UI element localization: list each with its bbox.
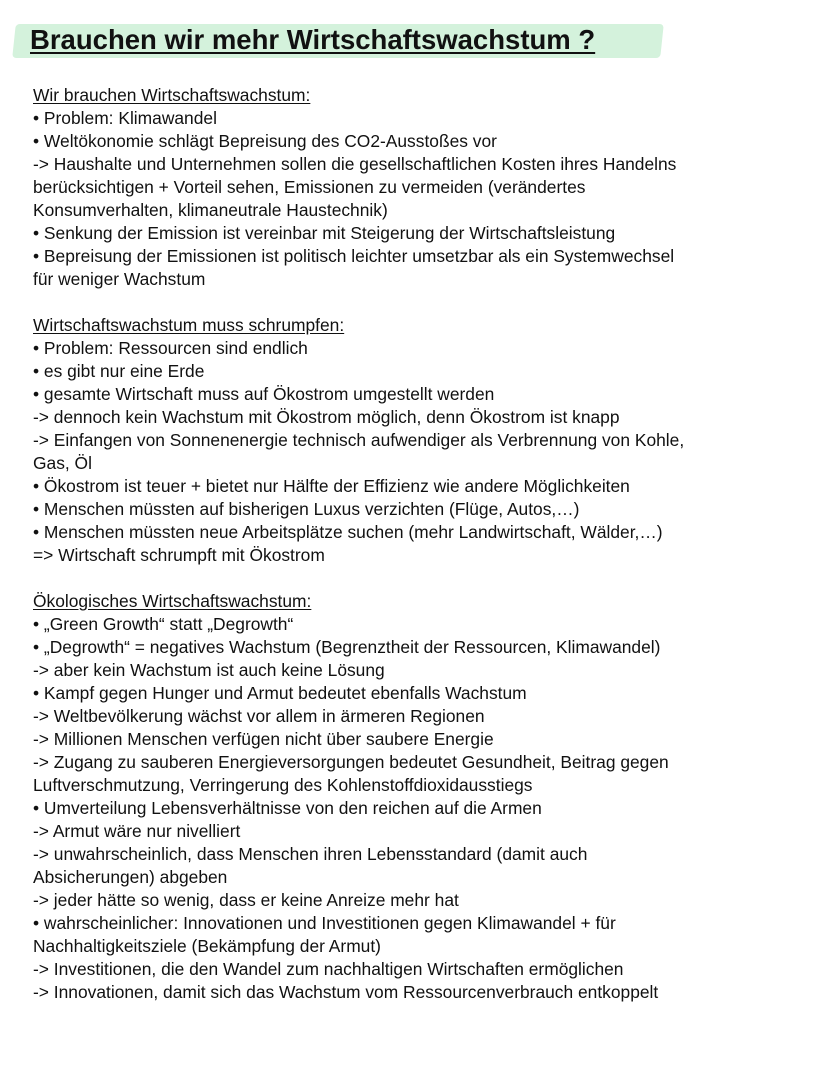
text-line: => Wirtschaft schrumpft mit Ökostrom [33,545,325,565]
document-body [33,84,813,1027]
text-line: • Menschen müssten auf bisherigen Luxus verzichten (Flüge, Autos,…) [33,499,580,519]
title-block [14,18,674,66]
text-line: • Ökostrom ist teuer + bietet nur Hälfte der Effizienz wie andere Möglichkeiten [33,476,630,496]
text-line: berücksichtigen + Vorteil sehen, Emissionen zu vermeiden (verändertes [33,177,586,197]
text-line: für weniger Wachstum [33,269,206,289]
text-line: • Weltökonomie schlägt Bepreisung des CO2-Ausstoßes vor [33,131,497,151]
text-line: • Umverteilung Lebensverhältnisse von den reichen auf die Armen [33,798,542,818]
text-line: • Problem: Ressourcen sind endlich [33,338,308,358]
text-line: -> aber kein Wachstum ist auch keine Lösung [33,660,385,680]
text-line: • es gibt nur eine Erde [33,361,205,381]
text-line: Absicherungen) abgeben [33,867,228,887]
text-line: • Menschen müssten neue Arbeitsplätze suchen (mehr Landwirtschaft, Wälder,…) [33,522,663,542]
text-line: • Kampf gegen Hunger und Armut bedeutet ebenfalls Wachstum [33,683,527,703]
text-line: • wahrscheinlicher: Innovationen und Investitionen gegen Klimawandel + für [33,913,616,933]
text-line: -> unwahrscheinlich, dass Menschen ihren Lebensstandard (damit auch [33,844,588,864]
text-line: Gas, Öl [33,453,92,473]
text-line: -> Armut wäre nur nivelliert [33,821,241,841]
text-line: -> Investitionen, die den Wandel zum nachhaltigen Wirtschaften ermöglichen [33,959,624,979]
section-heading: Wir brauchen Wirtschaftswachstum: [33,85,311,105]
text-line: • Bepreisung der Emissionen ist politisch leichter umsetzbar als ein Systemwechsel [33,246,675,266]
section-pro-growth [33,84,813,291]
text-line: Luftverschmutzung, Verringerung des Kohlenstoffdioxidausstiegs [33,775,533,795]
section-lines [33,107,813,291]
text-line: -> Millionen Menschen verfügen nicht über saubere Energie [33,729,494,749]
text-line: -> dennoch kein Wachstum mit Ökostrom möglich, denn Ökostrom ist knapp [33,407,620,427]
section-lines [33,613,813,1004]
text-line: -> jeder hätte so wenig, dass er keine Anreize mehr hat [33,890,459,910]
text-line: Konsumverhalten, klimaneutrale Haustechnik) [33,200,388,220]
text-line: -> Innovationen, damit sich das Wachstum vom Ressourcenverbrauch entkoppelt [33,982,659,1002]
text-line: -> Haushalte und Unternehmen sollen die gesellschaftlichen Kosten ihres Handelns [33,154,677,174]
text-line: • „Green Growth“ statt „Degrowth“ [33,614,294,634]
section-heading: Ökologisches Wirtschaftswachstum: [33,591,312,611]
section-degrowth [33,314,813,567]
text-line: • „Degrowth“ = negatives Wachstum (Begrenztheit der Ressourcen, Klimawandel) [33,637,661,657]
text-line: Nachhaltigkeitsziele (Bekämpfung der Armut) [33,936,381,956]
text-line: -> Weltbevölkerung wächst vor allem in ärmeren Regionen [33,706,485,726]
section-green-growth [33,590,813,1004]
page-title: Brauchen wir mehr Wirtschaftswachstum ? [30,24,596,55]
section-heading: Wirtschaftswachstum muss schrumpfen: [33,315,345,335]
text-line: • gesamte Wirtschaft muss auf Ökostrom umgestellt werden [33,384,495,404]
text-line: • Problem: Klimawandel [33,108,217,128]
text-line: -> Einfangen von Sonnenenergie technisch aufwendiger als Verbrennung von Kohle, [33,430,685,450]
text-line: • Senkung der Emission ist vereinbar mit Steigerung der Wirtschaftsleistung [33,223,616,243]
section-lines [33,337,813,567]
text-line: -> Zugang zu sauberen Energieversorgungen bedeutet Gesundheit, Beitrag gegen [33,752,669,772]
